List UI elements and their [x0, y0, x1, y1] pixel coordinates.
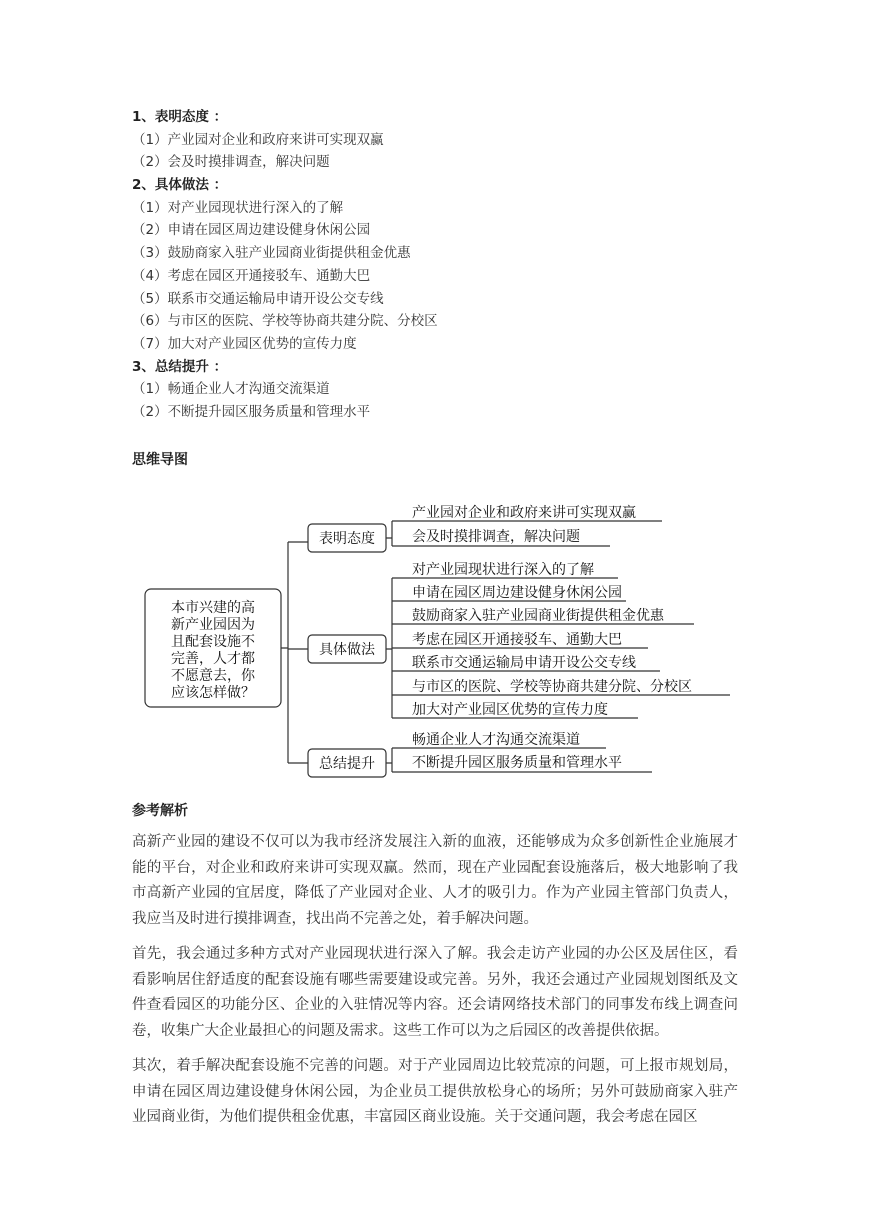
outline: [132, 106, 752, 424]
analysis-title: 参考解析: [132, 803, 188, 819]
root-node-line: 本市兴建的高: [171, 600, 255, 616]
leaf-connector: [386, 578, 392, 718]
branch-node-label: 表明态度: [319, 531, 375, 547]
list-item: （3）鼓励商家入驻产业园商业街提供租金优惠: [132, 245, 411, 262]
list-item: （4）考虑在园区开通接驳车、通勤大巴: [132, 267, 371, 284]
leaf-connector: [386, 748, 392, 772]
mind-map: [140, 496, 740, 786]
paragraph: 首先，我会通过多种方式对产业园现状进行深入了解。我会走访产业园的办公区及居住区，看看影响居住舒适度的配套设施有哪些需要建设或完善。另外，我还会通过产业园规划图纸及文件查看园区的功能分区、企业的入驻情况等内容。还会请网络技术部门的同事发布线上调查问卷，收集广大企业最担心的问题及需求。这些工作可以为之后园区的改善提供依据。: [132, 946, 738, 1039]
list-item: （2）不断提升园区服务质量和管理水平: [132, 403, 371, 420]
list-item: （7）加大对产业园区优势的宣传力度: [132, 335, 357, 352]
leaf-connector: [386, 521, 392, 546]
leaf-label: 鼓励商家入驻产业园商业街提供租金优惠: [412, 608, 664, 624]
leaf-label: 加大对产业园区优势的宣传力度: [412, 702, 608, 718]
leaf-label: 产业园对企业和政府来讲可实现双赢: [412, 505, 636, 521]
root-node-line: 新产业园因为: [171, 617, 255, 633]
root-connector: [281, 542, 288, 763]
section-heading: 2、具体做法 ：: [132, 177, 228, 194]
list-item: （1）畅通企业人才沟通交流渠道: [132, 381, 330, 398]
list-item: （2）申请在园区周边建设健身休闲公园: [132, 222, 371, 239]
section-heading: 1、表明态度 ：: [132, 109, 228, 125]
leaf-label: 与市区的医院、学校等协商共建分院、分校区: [412, 679, 692, 695]
root-node-line: 完善，人才都: [171, 651, 255, 667]
list-item: （1）产业园对企业和政府来讲可实现双赢: [132, 131, 384, 148]
leaf-label: 考虑在园区开通接驳车、通勤大巴: [412, 632, 622, 648]
list-item: （2）会及时摸排调查，解决问题: [132, 154, 330, 171]
leaf-label: 联系市交通运输局申请开设公交专线: [412, 655, 636, 671]
leaf-label: 对产业园现状进行深入的了解: [412, 562, 594, 578]
branch-node-label: 总结提升: [319, 756, 375, 772]
paragraph: 其次，着手解决配套设施不完善的问题。对于产业园周边比较荒凉的问题，可上报市规划局，申请在园区周边建设健身休闲公园，为企业员工提供放松身心的场所；另外可鼓励商家入驻产业园商业街，为他们提供租金优惠，丰富园区商业设施。关于交通问题，我会考虑在园区: [132, 1058, 738, 1125]
leaf-label: 申请在园区周边建设健身休闲公园: [412, 585, 622, 601]
paragraph: 高新产业园的建设不仅可以为我市经济发展注入新的血液，还能够成为众多创新性企业施展才能的平台，对企业和政府来讲可实现双赢。然而，现在产业园配套设施落后，极大地影响了我市高新产业园的宜居度，降低了产业园对企业、人才的吸引力。作为产业园主管部门负责人，我应当及时进行摸排调查，找出尚不完善之处，着手解决问题。: [132, 834, 738, 927]
list-item: （1）对产业园现状进行深入的了解: [132, 199, 344, 216]
leaf-label: 不断提升园区服务质量和管理水平: [412, 755, 622, 771]
section-heading: 3、总结提升 ：: [132, 358, 228, 375]
branch-connector: [288, 542, 308, 763]
analysis-body: [132, 830, 738, 1141]
root-node-line: 不愿意去，你: [171, 668, 255, 684]
branch-node-label: 具体做法: [319, 642, 375, 658]
leaf-label: 畅通企业人才沟通交流渠道: [412, 732, 580, 748]
root-node-line: 应该怎样做？: [171, 685, 255, 701]
mindmap-title: 思维导图: [132, 452, 188, 468]
list-item: （5）联系市交通运输局申请开设公交专线: [132, 290, 384, 307]
leaf-label: 会及时摸排调查，解决问题: [412, 529, 580, 545]
list-item: （6）与市区的医院、学校等协商共建分院、分校区: [132, 313, 438, 330]
root-node-line: 且配套设施不: [171, 634, 255, 650]
